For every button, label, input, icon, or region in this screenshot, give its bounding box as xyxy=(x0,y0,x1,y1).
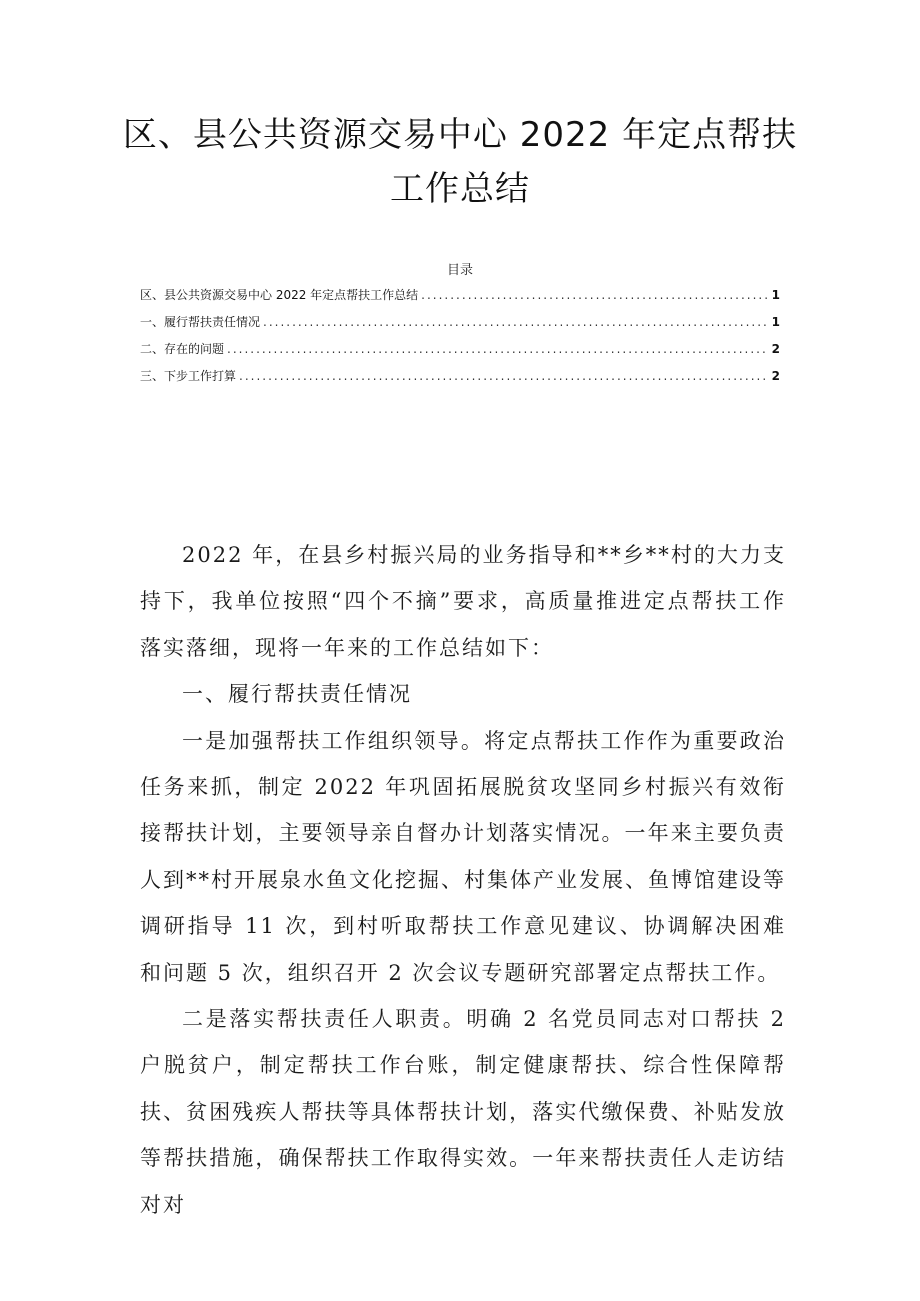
toc-leader-dots xyxy=(227,340,769,358)
body-paragraph: 二是落实帮扶责任人职责。明确 2 名党员同志对口帮扶 2 户脱贫户，制定帮扶工作台账，制定健康帮扶、综合性保障帮扶、贫困残疾人帮扶等具体帮扶计划，落实代缴保费、补贴发放等帮扶措施，确保帮扶工作取得实效。一年来帮扶责任人走访结对对 xyxy=(140,1007,786,1217)
toc-page-number: 1 xyxy=(771,288,780,302)
toc-leader-dots xyxy=(263,313,769,331)
section-heading-1: 一、履行帮扶责任情况 xyxy=(182,682,412,707)
toc-entry-text: 一、履行帮扶责任情况 xyxy=(140,315,261,329)
toc-heading: 目录 xyxy=(446,263,473,278)
document-title xyxy=(80,108,840,216)
toc-entry-text: 三、下步工作打算 xyxy=(140,369,237,383)
toc-entry-text: 区、县公共资源交易中心 2022 年定点帮扶工作总结 xyxy=(140,288,419,302)
toc-leader-dots xyxy=(239,367,769,385)
toc-entry-section-1[interactable] xyxy=(140,313,780,340)
body-paragraph: 一是加强帮扶工作组织领导。将定点帮扶工作作为重要政治任务来抓，制定 2022 年巩固拓展脱贫攻坚同乡村振兴有效衔接帮扶计划，主要领导亲自督办计划落实情况。一年来主要负责人到**村开展泉水鱼文化挖掘、村集体产业发展、鱼博馆建设等调研指导 11 次，到村听取帮扶工作意见建议、协调解决困难和问题 5 次，组织召开 2 次会议专题研究部署定点帮扶工作。 xyxy=(140,728,786,985)
toc-page-number: 1 xyxy=(771,315,780,329)
table-of-contents xyxy=(140,286,780,394)
body-paragraph-intro: 2022 年，在县乡村振兴局的业务指导和**乡**村的大力支持下，我单位按照“四个不摘”要求，高质量推进定点帮扶工作落实落细，现将一年来的工作总结如下： xyxy=(140,543,786,660)
toc-page-number: 2 xyxy=(771,342,780,356)
toc-entry-section-3[interactable] xyxy=(140,367,780,394)
document-body xyxy=(140,532,786,1228)
toc-page-number: 2 xyxy=(771,369,780,383)
toc-entry-title[interactable] xyxy=(140,286,780,313)
toc-entry-text: 二、存在的问题 xyxy=(140,342,225,356)
toc-entry-section-2[interactable] xyxy=(140,340,780,367)
title-line-2: 工作总结 xyxy=(390,169,530,209)
title-line-1: 区、县公共资源交易中心 2022 年定点帮扶 xyxy=(122,115,798,155)
toc-leader-dots xyxy=(421,286,768,304)
